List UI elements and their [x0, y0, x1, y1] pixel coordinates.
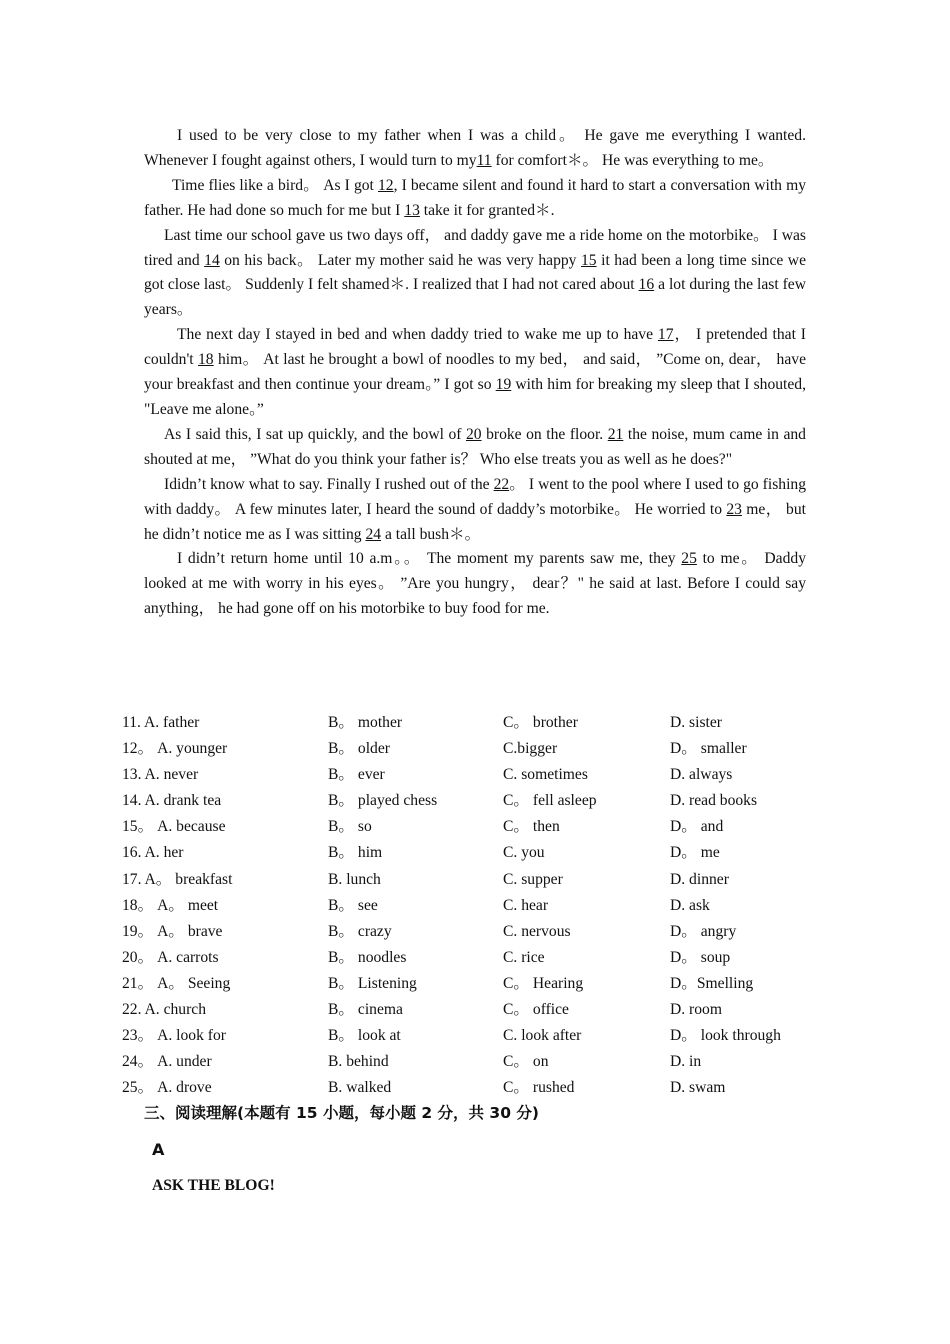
option-11-B: B。 mother	[328, 714, 403, 731]
passage-text: take it for granted＊.	[419, 201, 555, 219]
option-25-B: B. walked	[328, 1079, 392, 1097]
option-23-A: 23。 A. look for	[122, 1027, 226, 1045]
option-18-D: D. ask	[670, 896, 710, 914]
blank-19: 19	[495, 376, 512, 394]
option-15-C: C。 then	[503, 818, 560, 836]
option-12-A: 12。 A. younger	[122, 740, 228, 758]
passage-text: me， but he didn’t notice me as I was sitting	[144, 500, 806, 543]
option-13-A: 13. A. never	[122, 766, 199, 784]
option-row-23	[122, 1023, 822, 1049]
option-19-D: D。 angry	[670, 922, 737, 940]
option-row-25	[122, 1075, 822, 1101]
option-15-B: B。 so	[328, 818, 372, 836]
option-17-C: C. supper	[503, 870, 563, 888]
passage-text: the noise, mum came in and shouted at me， ”What do you think your father is？ Who else treats you as well as he does?"	[144, 425, 806, 468]
passage-text: The next day I stayed in bed and when daddy tried to wake me up to have	[177, 326, 658, 344]
option-14-D: D. read books	[670, 792, 758, 810]
option-15-A: 15。 A. because	[122, 818, 226, 836]
passage-text: broke on the floor.	[481, 425, 608, 443]
blank-24: 24	[365, 525, 382, 543]
passage-text: him。 At last he brought a bowl of noodles to my bed， and said， ”Come on, dear， have your breakfast and then continue your dream。” I got so	[144, 351, 806, 394]
option-23-B: B。 look at	[328, 1027, 401, 1045]
blank-23: 23	[726, 500, 742, 518]
option-14-A: 14. A. drank tea	[122, 792, 222, 810]
option-row-21	[122, 971, 822, 997]
option-21-C: C。 Hearing	[503, 974, 584, 992]
option-17-B: B. lunch	[328, 870, 381, 888]
option-18-B: B。 see	[328, 896, 378, 914]
option-19-B: B。 crazy	[328, 922, 392, 940]
option-21-A: 21。 A。 Seeing	[122, 974, 231, 992]
option-12-D: D。 smaller	[670, 740, 747, 758]
passage-text: to me。 Daddy looked at me with worry in his eyes。 ”Are you hungry， dear？" he said at last. Before I could say anything， he had gone off on his motorbike to buy food for me.	[144, 550, 806, 618]
passage-text: a tall bush＊。	[381, 525, 481, 543]
option-row-15	[122, 814, 822, 840]
blank-22: 22	[493, 475, 510, 493]
passage-text: Time flies like a bird。 As I got	[172, 176, 378, 194]
blank-20: 20	[465, 425, 482, 443]
answer-options-table	[122, 710, 822, 1101]
option-22-A: 22. A. church	[122, 1001, 207, 1019]
option-11-C: C。 brother	[503, 714, 578, 731]
option-12-B: B。 older	[328, 740, 390, 758]
passage-text: it had been a long time since we got close last。 Suddenly I felt shamed＊. I realized that I had not cared about	[144, 251, 806, 294]
option-row-11	[122, 710, 822, 736]
blank-16: 16	[638, 276, 655, 294]
section-title: 三、阅读理解(本题有 15 小题，每小题 2 分，共 30 分)	[144, 1104, 539, 1122]
option-24-B: B. behind	[328, 1053, 389, 1071]
option-23-D: D。 look through	[670, 1027, 781, 1045]
cloze-passage	[144, 124, 806, 622]
option-15-D: D。 and	[670, 818, 724, 836]
option-13-B: B。 ever	[328, 766, 385, 784]
option-row-12	[122, 736, 822, 762]
blank-21: 21	[607, 425, 624, 443]
option-21-B: B。 Listening	[328, 974, 417, 992]
option-row-22	[122, 997, 822, 1023]
option-17-A: 17. A。 breakfast	[122, 870, 233, 888]
option-row-17	[122, 867, 822, 893]
passage-text: Ididn’t know what to say. Finally I rushed out of the	[164, 475, 494, 493]
option-25-C: C。 rushed	[503, 1079, 575, 1097]
passage-paragraph-7	[144, 547, 806, 622]
passage-text: on his back。 Later my mother said he was very happy	[219, 251, 581, 269]
option-18-C: C. hear	[503, 896, 549, 914]
option-20-D: D。 soup	[670, 948, 731, 966]
option-23-C: C. look after	[503, 1027, 582, 1045]
option-11-A: 11. A. father	[122, 714, 200, 731]
passage-text: a lot during the last few years。	[144, 276, 806, 319]
option-16-B: B。 him	[328, 844, 383, 862]
option-20-C: C. rice	[503, 948, 545, 966]
passage-text: for comfort＊。 He was everything to me。	[491, 151, 774, 169]
option-20-B: B。 noodles	[328, 948, 407, 966]
option-20-A: 20。 A. carrots	[122, 948, 219, 966]
option-row-24	[122, 1049, 822, 1075]
blank-14: 14	[204, 251, 220, 269]
passage-heading: ASK THE BLOG!	[152, 1177, 275, 1194]
option-18-A: 18。 A。 meet	[122, 896, 219, 914]
blank-15: 15	[581, 251, 597, 269]
passage-text: As I said this, I sat up quickly, and the bowl of	[164, 425, 466, 443]
blank-17: 17	[657, 326, 674, 344]
option-row-13	[122, 762, 822, 788]
option-25-A: 25。 A. drove	[122, 1079, 212, 1097]
option-row-14	[122, 788, 822, 814]
option-16-A: 16. A. her	[122, 844, 184, 862]
passage-text: , I became silent and found it hard to start a conversation with my father. He had done so much for me but I	[144, 176, 806, 219]
passage-paragraph-1	[144, 124, 806, 174]
option-12-C: C.bigger	[503, 740, 558, 758]
option-19-A: 19。 A。 brave	[122, 922, 223, 940]
passage-paragraph-2	[144, 174, 806, 224]
blank-13: 13	[404, 201, 420, 219]
option-22-B: B。 cinema	[328, 1001, 403, 1019]
option-24-A: 24。 A. under	[122, 1053, 212, 1071]
option-13-D: D. always	[670, 766, 733, 784]
option-21-D: D。Smelling	[670, 974, 754, 992]
passage-text: I used to be very close to my father when I was a child。 He gave me everything I wanted. Whenever I fought against others, I would turn to my	[144, 127, 806, 169]
passage-paragraph-6	[144, 473, 806, 548]
option-row-18	[122, 893, 822, 919]
passage-text: 。 I went to the pool where I used to go fishing with daddy。 A few minutes later, I heard the sound of daddy’s motorbike。 He worried to	[144, 475, 806, 518]
blank-25: 25	[681, 550, 697, 568]
blank-18: 18	[198, 351, 214, 369]
option-row-19	[122, 919, 822, 945]
option-16-D: D。 me	[670, 844, 720, 862]
blank-11: 11	[476, 151, 492, 169]
option-22-C: C。 office	[503, 1001, 569, 1019]
passage-paragraph-3	[144, 224, 806, 324]
option-row-16	[122, 840, 822, 866]
option-16-C: C. you	[503, 844, 545, 862]
passage-text: Last time our school gave us two days off， and daddy gave me a ride home on the motorbike。 I was tired and	[144, 226, 806, 269]
passage-paragraph-4	[144, 323, 806, 423]
blank-12: 12	[377, 176, 394, 194]
passage-text: with him for breaking my sleep that I shouted, "Leave me alone。”	[144, 376, 807, 418]
passage-paragraph-5	[144, 423, 806, 473]
option-24-D: D. in	[670, 1053, 702, 1071]
passage-text: ， I pretended that I couldn't	[144, 326, 806, 369]
option-17-D: D. dinner	[670, 870, 729, 888]
passage-label: A	[152, 1140, 165, 1159]
option-25-D: D. swam	[670, 1079, 726, 1097]
option-19-C: C. nervous	[503, 922, 571, 940]
passage-text: I didn’t return home until 10 a.m。。 The moment my parents saw me, they	[177, 550, 682, 568]
option-14-C: C。 fell asleep	[503, 792, 597, 810]
option-row-20	[122, 945, 822, 971]
option-22-D: D. room	[670, 1001, 722, 1019]
option-11-D: D. sister	[670, 714, 722, 731]
option-13-C: C. sometimes	[503, 766, 588, 784]
option-24-C: C。 on	[503, 1053, 549, 1071]
option-14-B: B。 played chess	[328, 792, 438, 810]
